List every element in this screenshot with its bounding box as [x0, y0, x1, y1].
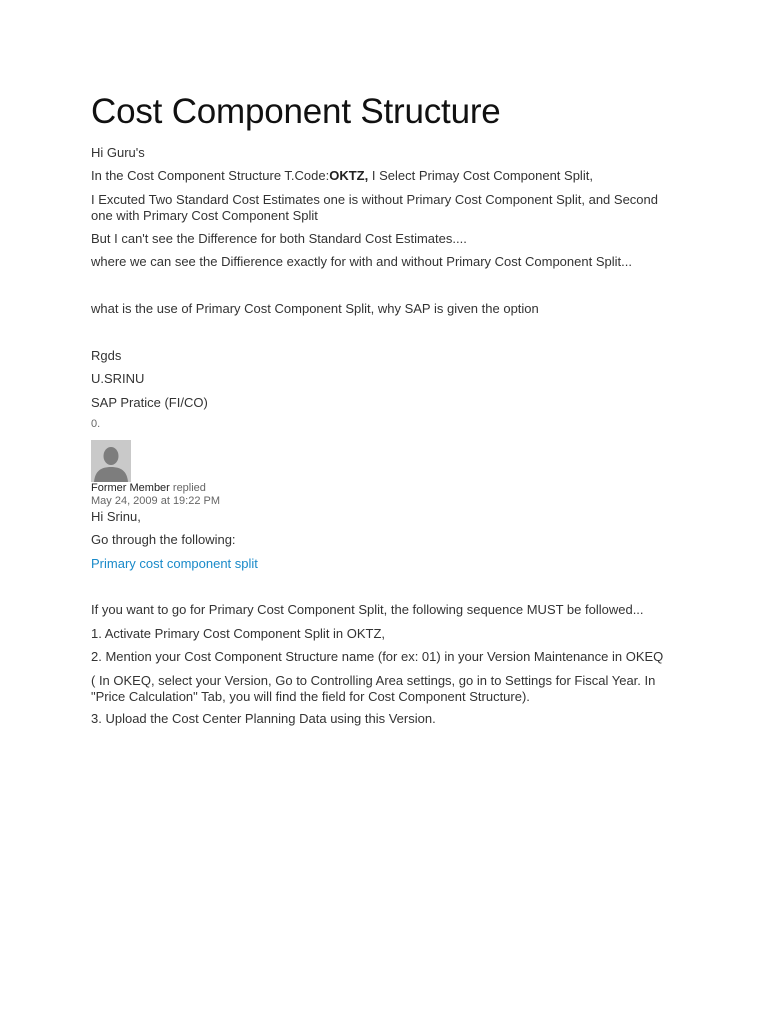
page-title: Cost Component Structure: [91, 92, 501, 131]
reply-sequence-intro: If you want to go for Primary Cost Component Split, the following sequence MUST be followed...: [91, 602, 644, 617]
reply-date: May 24, 2009 at 19:22 PM: [91, 495, 221, 507]
reply-step-1: 1. Activate Primary Cost Component Split in OKTZ,: [91, 626, 386, 641]
question-greeting: Hi Guru's: [91, 145, 145, 160]
reply-step-2: 2. Mention your Cost Component Structure name (for ex: 01) in your Version Maintenance in OKEQ: [91, 649, 664, 664]
user-silhouette-icon: [91, 440, 131, 482]
question-line-1-prefix: In the Cost Component Structure T.Code:: [91, 168, 330, 183]
vote-score: 0.: [91, 418, 101, 430]
tcode-oktz: OKTZ,: [329, 168, 369, 183]
primary-cost-component-split-link[interactable]: Primary cost component split: [91, 556, 258, 571]
signature-name: U.SRINU: [91, 371, 145, 386]
reply-author-line: [91, 481, 206, 495]
reply-intro: Go through the following:: [91, 532, 236, 547]
question-line-4: where we can see the Diffierence exactly for with and without Primary Cost Component Split...: [91, 254, 632, 269]
signature-role: SAP Pratice (FI/CO): [91, 395, 208, 410]
question-line-2: I Excuted Two Standard Cost Estimates one is without Primary Cost Component Split, and Second one with Primary Cost Component Split: [91, 192, 658, 223]
question-line-1: [91, 168, 681, 184]
question-line-3: But I can't see the Difference for both Standard Cost Estimates....: [91, 231, 467, 246]
avatar[interactable]: [91, 440, 131, 482]
reply-author[interactable]: Former Member: [91, 482, 170, 494]
reply-greeting: Hi Srinu,: [91, 509, 141, 524]
signature-rgds: Rgds: [91, 348, 122, 363]
reply-action: replied: [169, 482, 206, 494]
reply-step-3: 3. Upload the Cost Center Planning Data using this Version.: [91, 711, 436, 726]
question-line-1-suffix: I Select Primay Cost Component Split,: [368, 168, 593, 183]
reply-step-2-note: ( In OKEQ, select your Version, Go to Controlling Area settings, go in to Settings for Fiscal Year. In "Price Calculation" Tab, you will find the field for Cost Component Structure).: [91, 673, 656, 704]
question-line-5: what is the use of Primary Cost Component Split, why SAP is given the option: [91, 301, 539, 316]
